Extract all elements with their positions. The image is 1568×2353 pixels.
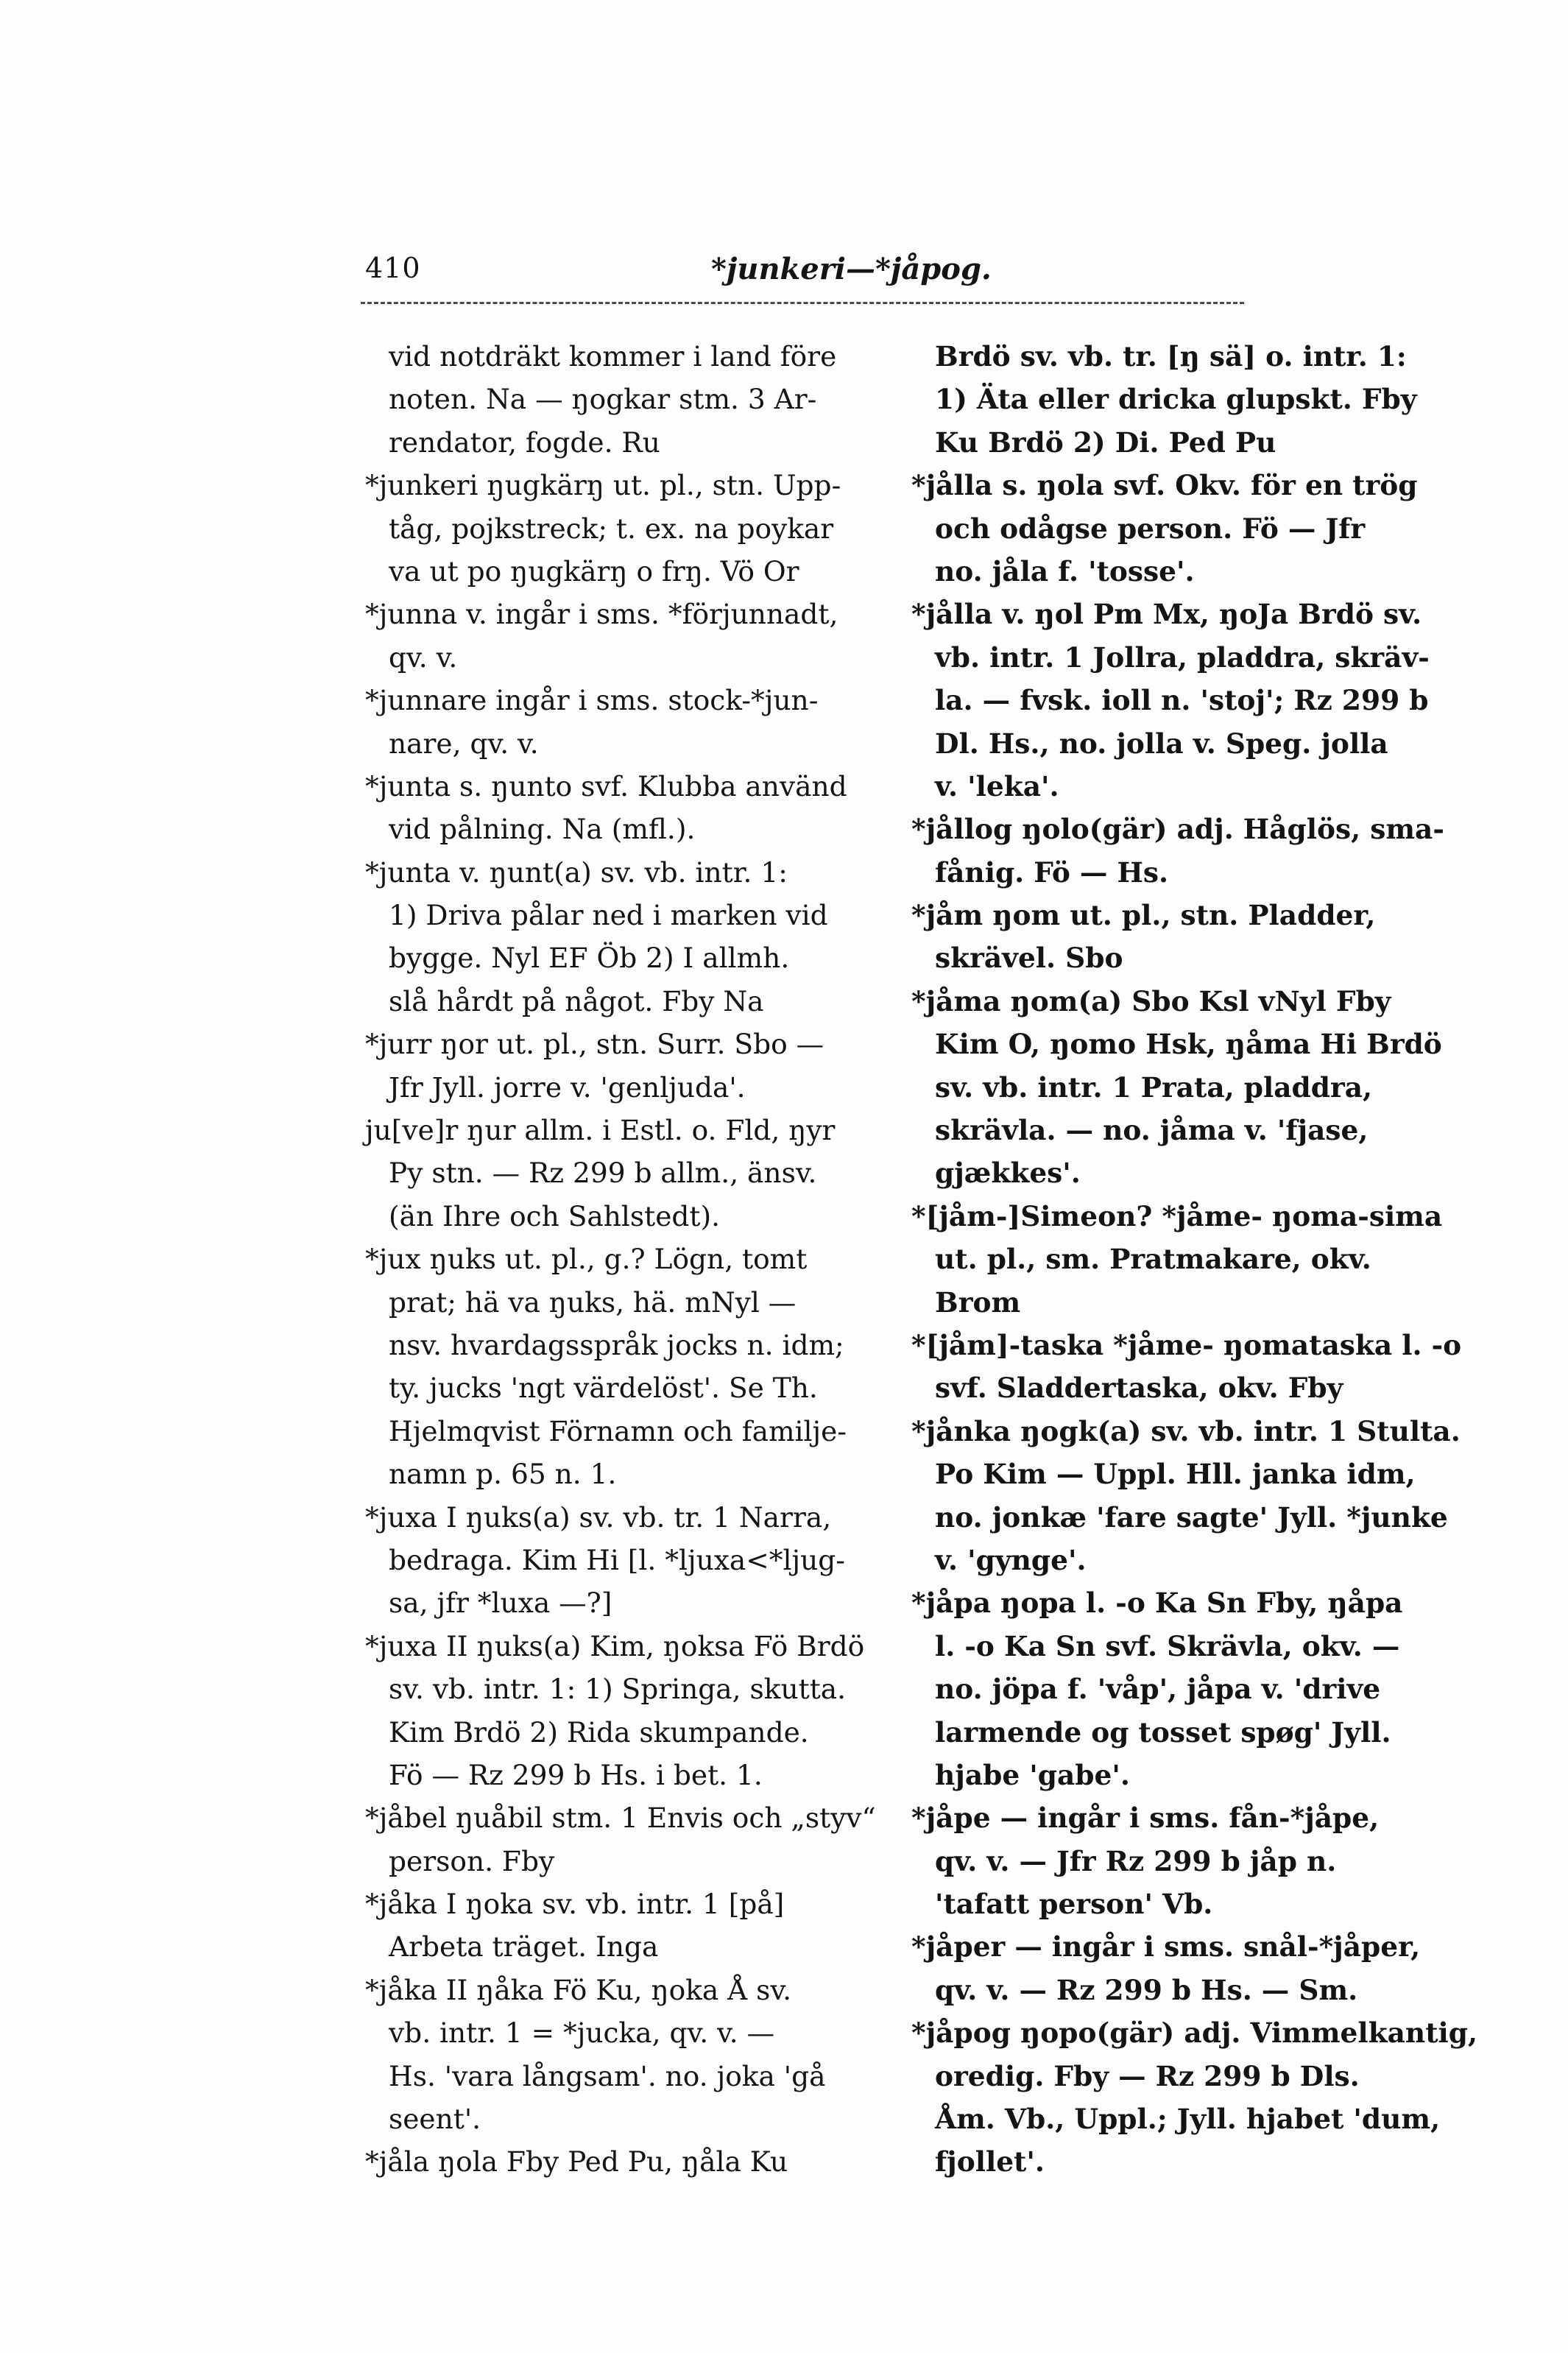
text-line: Fö — Rz 299 b Hs. i bet. 1. [389, 1758, 763, 1791]
text-line: prat; hä va ŋuks, hä. mNyl — [389, 1285, 797, 1319]
text-line: *jålla s. ŋola svf. Okv. för en trög [911, 469, 1418, 502]
text-line: qv. v. — Rz 299 b Hs. — Sm. [935, 1973, 1358, 2006]
text-line: nare, qv. v. [389, 727, 539, 760]
text-line: och odågse person. Fö — Jfr [935, 512, 1366, 545]
text-line: Po Kim — Uppl. Hll. janka idm, [935, 1458, 1416, 1491]
text-line: Hjelmqvist Förnamn och familje- [389, 1414, 847, 1447]
text-line: Brom [935, 1285, 1021, 1319]
text-line: va ut po ŋugkärŋ o frŋ. Vö Or [389, 554, 799, 588]
text-line: Kim Brdö 2) Rida skumpande. [389, 1715, 809, 1749]
text-line: slå hårdt på något. Fby Na [389, 984, 764, 1017]
text-line: *jåper — ingår i sms. snål-*jåper, [911, 1930, 1421, 1964]
text-line: Åm. Vb., Uppl.; Jyll. hjabet 'dum, [935, 2103, 1441, 2136]
text-line: vb. intr. 1 = *jucka, qv. v. — [389, 2017, 775, 2050]
text-line: no. jonkæ 'fare sagte' Jyll. *junke [935, 1500, 1448, 1534]
text-line: *junta v. ŋunt(a) sv. vb. intr. 1: [365, 856, 788, 889]
text-line: sv. vb. intr. 1: 1) Springa, skutta. [389, 1673, 847, 1706]
text-line: *jåpog ŋopo(gär) adj. Vimmelkantig, [911, 2017, 1478, 2050]
text-line: hjabe 'gabe'. [935, 1758, 1130, 1791]
text-line: *jurr ŋor ut. pl., stn. Surr. Sbo — [365, 1028, 824, 1061]
text-line: person. Fby [389, 1844, 555, 1877]
text-line: *jåma ŋom(a) Sbo Ksl vNyl Fby [911, 984, 1391, 1017]
text-line: vb. intr. 1 Jollra, pladdra, skräv- [935, 641, 1430, 674]
text-line: *junkeri ŋugkärŋ ut. pl., stn. Upp- [365, 469, 841, 502]
text-line: bedraga. Kim Hi [l. *ljuxa<*ljug- [389, 1543, 845, 1576]
text-line: v. 'leka'. [935, 769, 1059, 802]
text-line: la. — fvsk. ioll n. 'stoj'; Rz 299 b [935, 684, 1429, 717]
text-line: no. jöpa f. 'våp', jåpa v. 'drive [935, 1673, 1381, 1706]
text-line: *jåpa ŋopa l. -o Ka Sn Fby, ŋåpa [911, 1587, 1403, 1620]
text-line: *jux ŋuks ut. pl., g.? Lögn, tomt [365, 1243, 808, 1276]
text-line: Arbeta träget. Inga [389, 1930, 659, 1964]
text-line: fånig. Fö — Hs. [935, 856, 1169, 889]
text-line: *jåka II ŋåka Fö Ku, ŋoka Å sv. [365, 1973, 792, 2006]
text-line: vid pålning. Na (mfl.). [389, 813, 696, 846]
text-line: Brdö sv. vb. tr. [ŋ sä] o. intr. 1: [935, 340, 1407, 373]
text-line: 1) Driva pålar ned i marken vid [389, 899, 828, 932]
text-line: qv. v. — Jfr Rz 299 b jåp n. [935, 1844, 1337, 1877]
text-line: *[jåm]-taska *jåme- ŋomataska l. -o [911, 1328, 1462, 1361]
text-line: Dl. Hs., no. jolla v. Speg. jolla [935, 727, 1388, 760]
text-line: ju[ve]r ŋur allm. i Estl. o. Fld, ŋyr [365, 1114, 836, 1147]
text-line: *junnare ingår i sms. stock-*jun- [365, 684, 819, 717]
left-column [365, 335, 876, 2184]
header-rule [361, 302, 1244, 304]
text-line: *junta s. ŋunto svf. Klubba använd [365, 769, 847, 802]
text-line: *jåbel ŋuåbil stm. 1 Envis och „styv“ [365, 1802, 876, 1835]
text-line: rendator, fogde. Ru [389, 426, 660, 459]
text-line: (än Ihre och Sahlstedt). [389, 1199, 721, 1232]
text-line: qv. v. [389, 641, 458, 674]
text-line: *jålla v. ŋol Pm Mx, ŋoJa Brdö sv. [911, 598, 1422, 631]
page-number: 410 [365, 252, 421, 284]
text-line: ut. pl., sm. Pratmakare, okv. [935, 1243, 1371, 1276]
text-line: *juxa I ŋuks(a) sv. vb. tr. 1 Narra, [365, 1500, 832, 1534]
text-line: Hs. 'vara långsam'. no. joka 'gå [389, 2059, 826, 2092]
text-line: Kim O, ŋomo Hsk, ŋåma Hi Brdö [935, 1028, 1442, 1061]
text-line: l. -o Ka Sn svf. Skrävla, okv. — [935, 1629, 1400, 1662]
text-line: sv. vb. intr. 1 Prata, pladdra, [935, 1070, 1373, 1104]
text-line: gjækkes'. [935, 1157, 1081, 1190]
text-line: nsv. hvardagsspråk jocks n. idm; [389, 1328, 844, 1361]
text-line: oredig. Fby — Rz 299 b Dls. [935, 2059, 1360, 2092]
text-line: tåg, pojkstreck; t. ex. na poykar [389, 512, 834, 545]
text-line: ty. jucks 'ngt värdelöst'. Se Th. [389, 1372, 818, 1405]
text-line: Ku Brdö 2) Di. Ped Pu [935, 426, 1276, 459]
text-line: *jåka I ŋoka sv. vb. intr. 1 [på] [365, 1888, 785, 1921]
text-line: skrävel. Sbo [935, 942, 1123, 975]
text-line: *jållog ŋolo(gär) adj. Håglös, sma- [911, 813, 1444, 846]
text-line: svf. Sladdertaska, okv. Fby [935, 1372, 1343, 1405]
text-line: *juxa II ŋuks(a) Kim, ŋoksa Fö Brdö [365, 1629, 865, 1662]
text-line: fjollet'. [935, 2145, 1045, 2179]
text-line: namn p. 65 n. 1. [389, 1458, 617, 1491]
text-line: *jåla ŋola Fby Ped Pu, ŋåla Ku [365, 2145, 788, 2179]
text-line: 1) Äta eller dricka glupskt. Fby [935, 383, 1417, 416]
running-head: *junkeri—*jåpog. [711, 252, 992, 286]
text-line: *jånka ŋogk(a) sv. vb. intr. 1 Stulta. [911, 1414, 1461, 1447]
right-column [911, 335, 1478, 2184]
text-line: skrävla. — no. jåma v. 'fjase, [935, 1114, 1369, 1147]
text-line: Jfr Jyll. jorre v. 'genljuda'. [389, 1070, 746, 1104]
text-line: sa, jfr *luxa —?] [389, 1587, 612, 1620]
text-line: larmende og tosset spøg' Jyll. [935, 1715, 1391, 1749]
text-line: 'tafatt person' Vb. [935, 1888, 1213, 1921]
page-header [365, 252, 1249, 303]
text-line: vid notdräkt kommer i land före [389, 340, 837, 373]
text-line: bygge. Nyl EF Öb 2) I allmh. [389, 942, 790, 975]
text-line: *jåm ŋom ut. pl., stn. Pladder, [911, 899, 1376, 932]
text-line: noten. Na — ŋogkar stm. 3 Ar- [389, 383, 817, 416]
text-line: v. 'gynge'. [935, 1543, 1087, 1576]
text-line: *junna v. ingår i sms. *förjunnadt, [365, 598, 838, 631]
text-line: *[jåm-]Simeon? *jåme- ŋoma-sima [911, 1199, 1443, 1232]
text-line: Py stn. — Rz 299 b allm., änsv. [389, 1157, 817, 1190]
text-line: *jåpe — ingår i sms. fån-*jåpe, [911, 1802, 1380, 1835]
text-line: no. jåla f. 'tosse'. [935, 554, 1195, 588]
text-line: seent'. [389, 2103, 481, 2136]
